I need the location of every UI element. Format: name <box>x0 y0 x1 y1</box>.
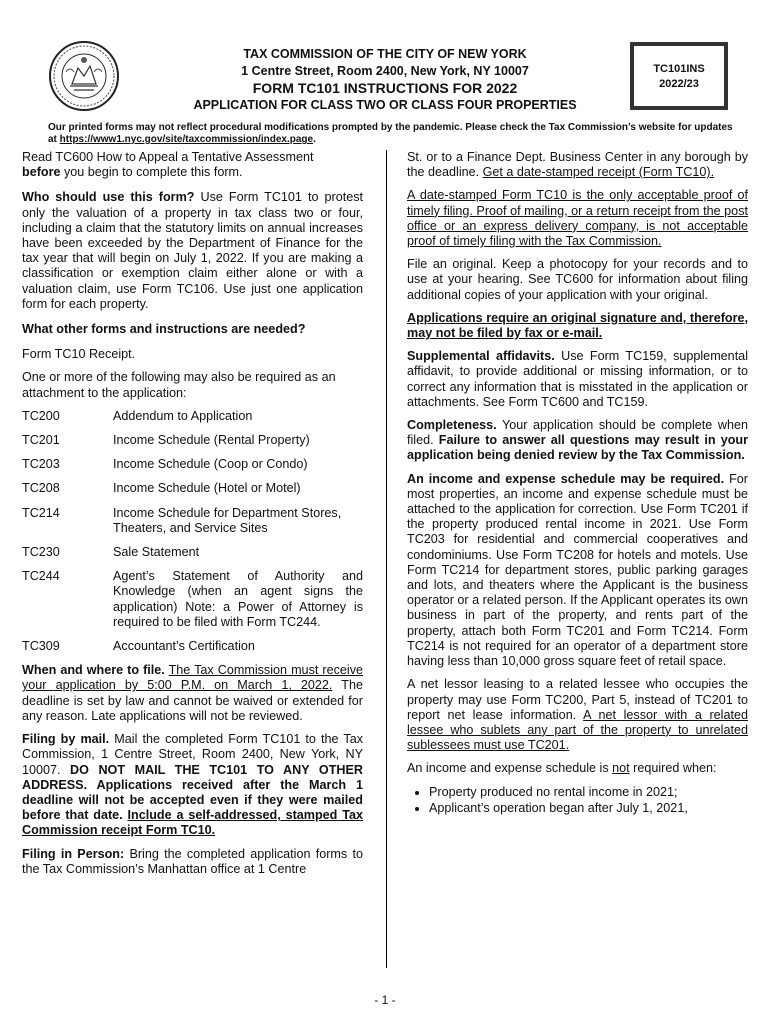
form-desc-cell: Income Schedule (Coop or Condo) <box>113 457 308 472</box>
intro-text-2: you begin to complete this form. <box>60 165 243 180</box>
mail-paragraph <box>22 732 363 838</box>
form-code: TC101INS <box>653 63 705 75</box>
form-title: FORM TC101 INSTRUCTIONS FOR 2022 <box>252 80 518 96</box>
cont-paragraph <box>407 150 748 180</box>
lessor-note: A net lessor with a related lessee who sublets any part of the property to unrelated sublessees must use TC201. <box>407 707 748 753</box>
form-subtitle: APPLICATION FOR CLASS TWO OR CLASS FOUR PROPERTIES <box>193 98 577 112</box>
right-column <box>407 150 748 817</box>
signature-paragraph: Applications require an original signature and, therefore, may not be filed by fax or e-mail. <box>407 310 748 341</box>
proof-paragraph: A date-stamped Form TC10 is the only acceptable proof of timely filing. Proof of mailing, or a return receipt from the post office or an express delivery company, is not acceptable proof of timely filing with the Tax Commission. <box>407 188 748 249</box>
income-heading: An income and expense schedule may be required. <box>407 471 725 486</box>
income-text: For most properties, an income and expense schedule must be attached to the application for correction. Use Form TC201 if the property produced rental income in 2021. Use Form TC203 for residential and commercial cooperatives and condominiums. Use Form TC208 for hotels and motels. Use Form TC214 for department stores, public parking garages and lots, and theaters where the Applicant is the business operator or a related person. If the Applicant operates its own business in part of the property, and rents part of the property, attach both Form TC201 and Form TC214. Form TC214 is not required for an operator of a department store having less than 10,000 gross square feet of retail space. <box>407 471 748 669</box>
who-paragraph <box>22 190 363 312</box>
cont-receipt: Get a date-stamped receipt (Form TC10). <box>482 165 715 180</box>
person-paragraph <box>22 847 363 877</box>
form-code-cell: TC200 <box>22 408 60 423</box>
mail-receipt-note: Include a self-addressed, stamped Tax Commission receipt Form TC10. <box>22 808 363 838</box>
form-code-cell: TC214 <box>22 505 60 520</box>
notice-end: . <box>313 134 316 145</box>
comp-paragraph <box>407 418 748 464</box>
intro-paragraph <box>22 150 363 180</box>
form-row <box>22 545 363 560</box>
comp-heading: Completeness. <box>407 418 497 433</box>
not-req-text-2: required when: <box>629 761 717 776</box>
notice-text: Our printed forms may not reflect procedural modifications prompted by the pandemic. Please check the Tax Commission’s website for updates at <box>48 122 733 145</box>
forms-list <box>22 409 363 654</box>
form-code-cell: TC309 <box>22 639 60 654</box>
form-desc-cell: Addendum to Application <box>113 408 253 423</box>
form-row <box>22 433 363 448</box>
receipt-text: Form TC10 Receipt. <box>22 347 136 362</box>
form-desc-cell: Accountant’s Certification <box>113 639 255 654</box>
lessor-paragraph <box>407 677 748 753</box>
when-text: The deadline is set by law and cannot be waived or extended for any reason. Late applications will not be reviewed. <box>22 678 363 723</box>
other-forms-heading: What other forms and instructions are needed? <box>22 322 306 337</box>
person-heading: Filing in Person: <box>22 846 125 861</box>
comp-text: Your application should be complete when filed. <box>407 418 748 448</box>
form-row <box>22 569 363 630</box>
who-heading: Who should use this form? <box>22 190 195 205</box>
form-code-cell: TC244 <box>22 569 60 584</box>
income-paragraph <box>407 472 748 670</box>
lessor-text: A net lessor leasing to a related lessee who occupies the property may use Form TC200, Part 5, instead of TC201 to report net lease information. <box>407 677 748 722</box>
form-code-box <box>630 42 728 110</box>
when-heading: When and where to file. <box>22 663 165 678</box>
taxcommission-link[interactable]: https://www1.nyc.gov/site/taxcommission/index.page <box>59 134 314 145</box>
form-row <box>22 506 363 536</box>
left-column <box>22 150 363 885</box>
form-desc-cell: Agent’s Statement of Authority and Knowledge (when an agent signs the application) Note: a Power of Attorney is required to be filed with Form TC244. <box>113 569 363 629</box>
mail-text: Mail the completed Form TC101 to the Tax Commission, 1 Centre Street, Room 2400, New York, NY 10007. <box>22 732 363 777</box>
intro-before: before <box>22 165 61 180</box>
form-row <box>22 481 363 496</box>
person-text: Bring the completed application forms to the Tax Commission’s Manhattan office at 1 Centre <box>22 846 363 876</box>
not-required-paragraph <box>407 761 748 776</box>
column-divider <box>386 150 387 968</box>
supp-text: Use Form TC159, supplemental affidavit, to provide additional or missing information, or to correct any information that is misstated in the application or attachments. See Form TC600 and TC159. <box>407 349 748 409</box>
intro-text: Read TC600 How to Appeal a Tentative Assessment <box>22 150 314 164</box>
list-item: • Applicant’s operation began after July 1, 2021, <box>429 801 748 816</box>
supp-heading: Supplemental affidavits. <box>407 349 555 364</box>
page-number: - 1 - <box>374 993 396 1007</box>
when-paragraph <box>22 663 363 724</box>
who-text: Use Form TC101 to protest only the valuation of a property in tax class two or four, including a claim that the statutory limits on annual increases have been exceeded by the Department of Finance for the tax year that will begin on July 1, 2022. If you are making a classification or exemption claim either alone or with a valuation claim, use Form TC106. Use just one application form for each property. <box>22 190 363 311</box>
comp-warning: Failure to answer all questions may result in your application being denied review by the Tax Commission. <box>407 433 748 463</box>
original-paragraph: File an original. Keep a photocopy for your records and to use at your hearing. See TC600 for information about filing additional copies of your application with your original. <box>407 257 748 302</box>
form-desc-cell: Income Schedule (Hotel or Motel) <box>113 481 301 496</box>
form-code-cell: TC201 <box>22 433 60 448</box>
agency-name: TAX COMMISSION OF THE CITY OF NEW YORK <box>243 47 527 61</box>
supp-paragraph <box>407 349 748 410</box>
form-code-cell: TC203 <box>22 457 60 472</box>
form-desc-cell: Income Schedule for Department Stores, Theaters, and Service Sites <box>113 505 342 535</box>
not-req-emph: not <box>612 761 630 776</box>
form-row <box>22 409 363 424</box>
nyc-seal <box>48 40 120 112</box>
mail-heading: Filing by mail. <box>22 732 110 747</box>
cont-text: St. or to a Finance Dept. Business Center in any borough by the deadline. <box>407 150 748 180</box>
when-deadline: The Tax Commission must receive your application by 5:00 P.M. on March 1, 2022. <box>22 663 363 693</box>
exemption-list <box>407 785 748 816</box>
attach-intro: One or more of the following may also be required as an attachment to the application: <box>22 370 336 400</box>
agency-address: 1 Centre Street, Room 2400, New York, NY 10007 <box>241 64 529 78</box>
not-req-text: An income and expense schedule is <box>407 761 613 776</box>
form-desc-cell: Sale Statement <box>113 545 200 560</box>
list-item: • Property produced no rental income in 2021; <box>429 785 748 800</box>
form-desc-cell: Income Schedule (Rental Property) <box>113 433 310 448</box>
form-year: 2022/23 <box>659 78 699 90</box>
form-row <box>22 457 363 472</box>
form-row <box>22 639 363 654</box>
mail-warning: DO NOT MAIL THE TC101 TO ANY OTHER ADDRESS. Applications received after the March 1 deadline will not be accepted even if they were mailed before that date. <box>22 762 363 823</box>
form-code-cell: TC230 <box>22 545 60 560</box>
form-code-cell: TC208 <box>22 481 60 496</box>
pandemic-notice <box>48 122 738 146</box>
